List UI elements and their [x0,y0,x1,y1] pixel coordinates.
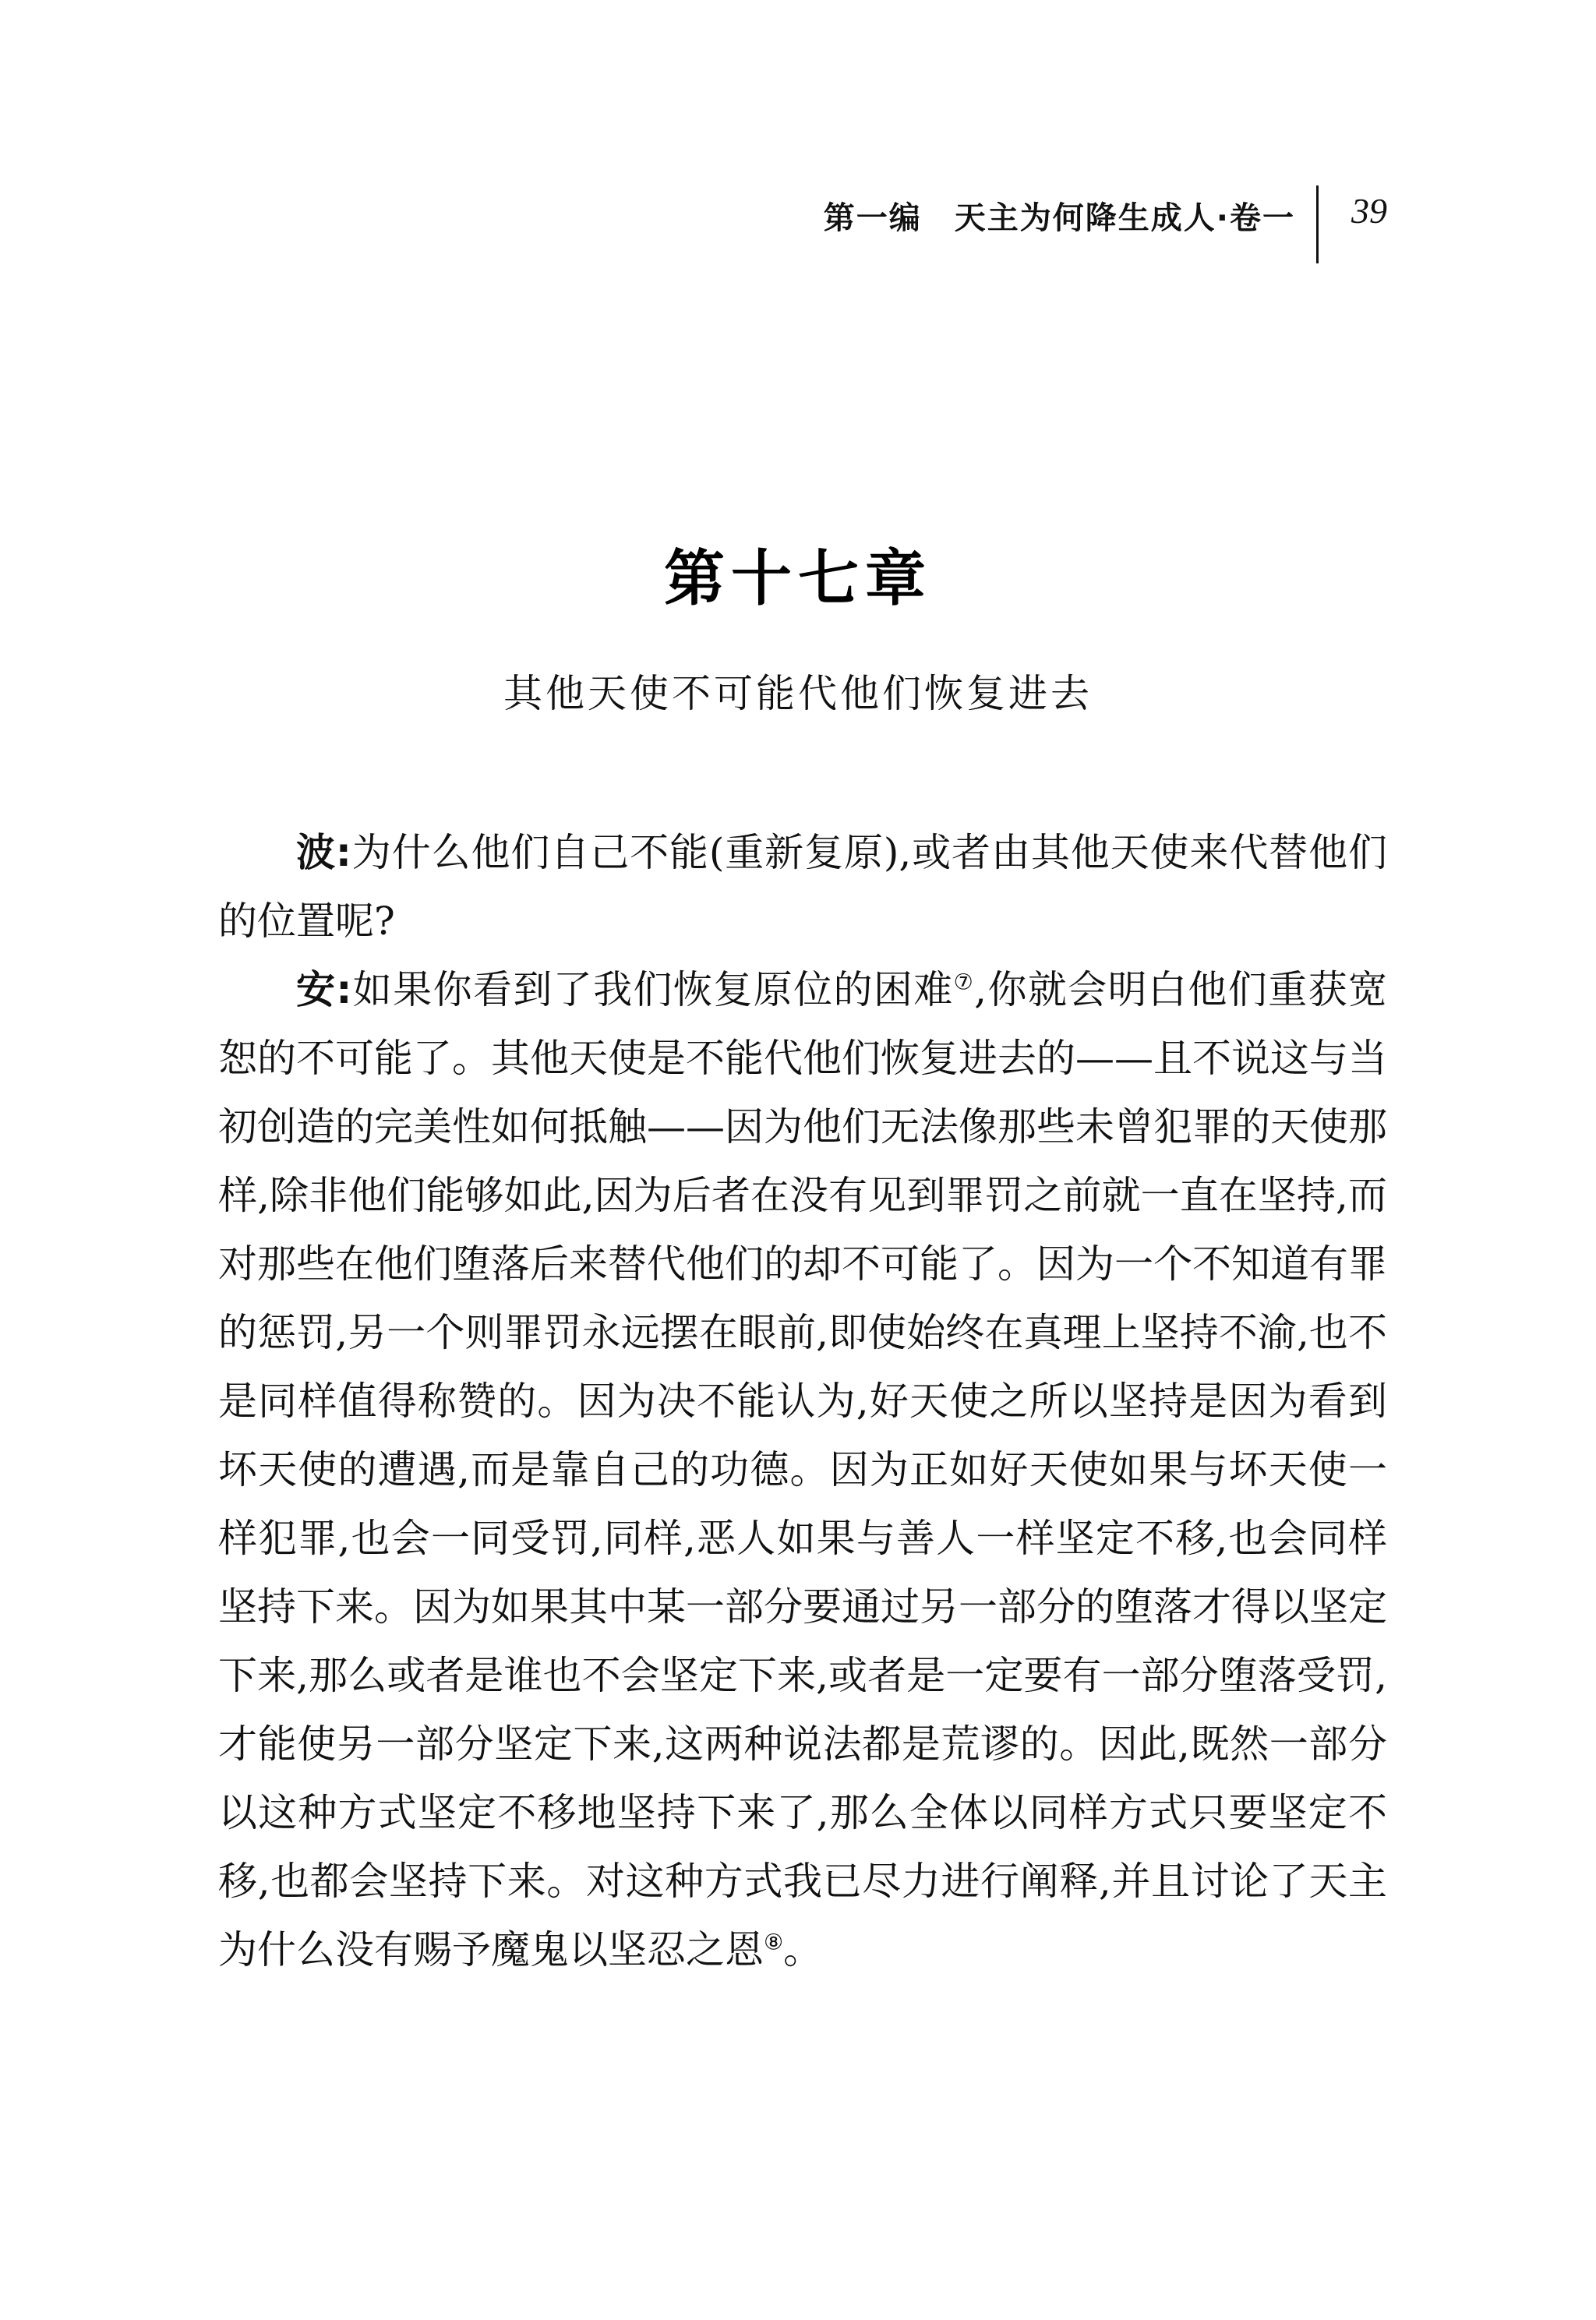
chapter-subtitle: 其他天使不可能代他们恢复进去 [503,671,1093,716]
speaker-label: 波: [296,830,351,875]
chapter-title: 第十七章 [663,544,932,614]
running-header [764,185,1387,263]
paragraph-text: ,你就会明白他们重获宽恕的不可能了。其他天使是不能代他们恢复进去的——且不说这与当初创造的完美性如何抵触——因为他们无法像那些未曾犯罪的天使那样,除非他们能够如此,因为后者在没有见到罪罚之前就一直在坚持,而对那些在他们堕落后来替代他们的却不可能了。因为一个不知道有罪的惩罚,另一个则罪罚永远摆在眼前,即使始终在真理上坚持不渝,也不是同样值得称赞的。因为决不能认为,好天使之所以坚持是因为看到坏天使的遭遇,而是靠自己的功德。因为正如好天使如果与坏天使一样犯罪,也会一同受罚,同样,恶人如果与善人一样坚定不移,也会同样坚持下来。因为如果其中某一部分要通过另一部分的堕落才得以坚定下来,那么或者是谁也不会坚定下来,或者是一定要有一部分堕落受罚,才能使另一部分坚定下来,这两种说法都是荒谬的。因此,既然一部分以这种方式坚定不移地坚持下来了,那么全体以同样方式只要坚定不移,也都会坚持下来。对这种方式我已尽力进行阐释,并且讨论了天主为什么没有赐予魔鬼以坚忍之恩 [218,967,1387,1972]
speaker-label: 安: [296,967,352,1012]
paragraph-text: 如果你看到了我们恢复原位的困难 [351,967,954,1012]
footnote-marker[interactable]: ⑦ [953,969,975,995]
footnote-marker[interactable]: ⑧ [764,1929,784,1955]
running-header-title: 第一编 天主为何降生成人·卷一 [823,200,1295,236]
body-text [218,818,1387,1984]
paragraph [218,955,1387,1984]
paragraph [218,818,1387,955]
paragraph-text: 为什么他们自己不能(重新复原),或者由其他天使来代替他们的位置呢? [218,830,1388,944]
paragraph-text: 。 [783,1927,823,1972]
page-number: 39 [1351,191,1387,231]
header-divider [1316,185,1319,263]
